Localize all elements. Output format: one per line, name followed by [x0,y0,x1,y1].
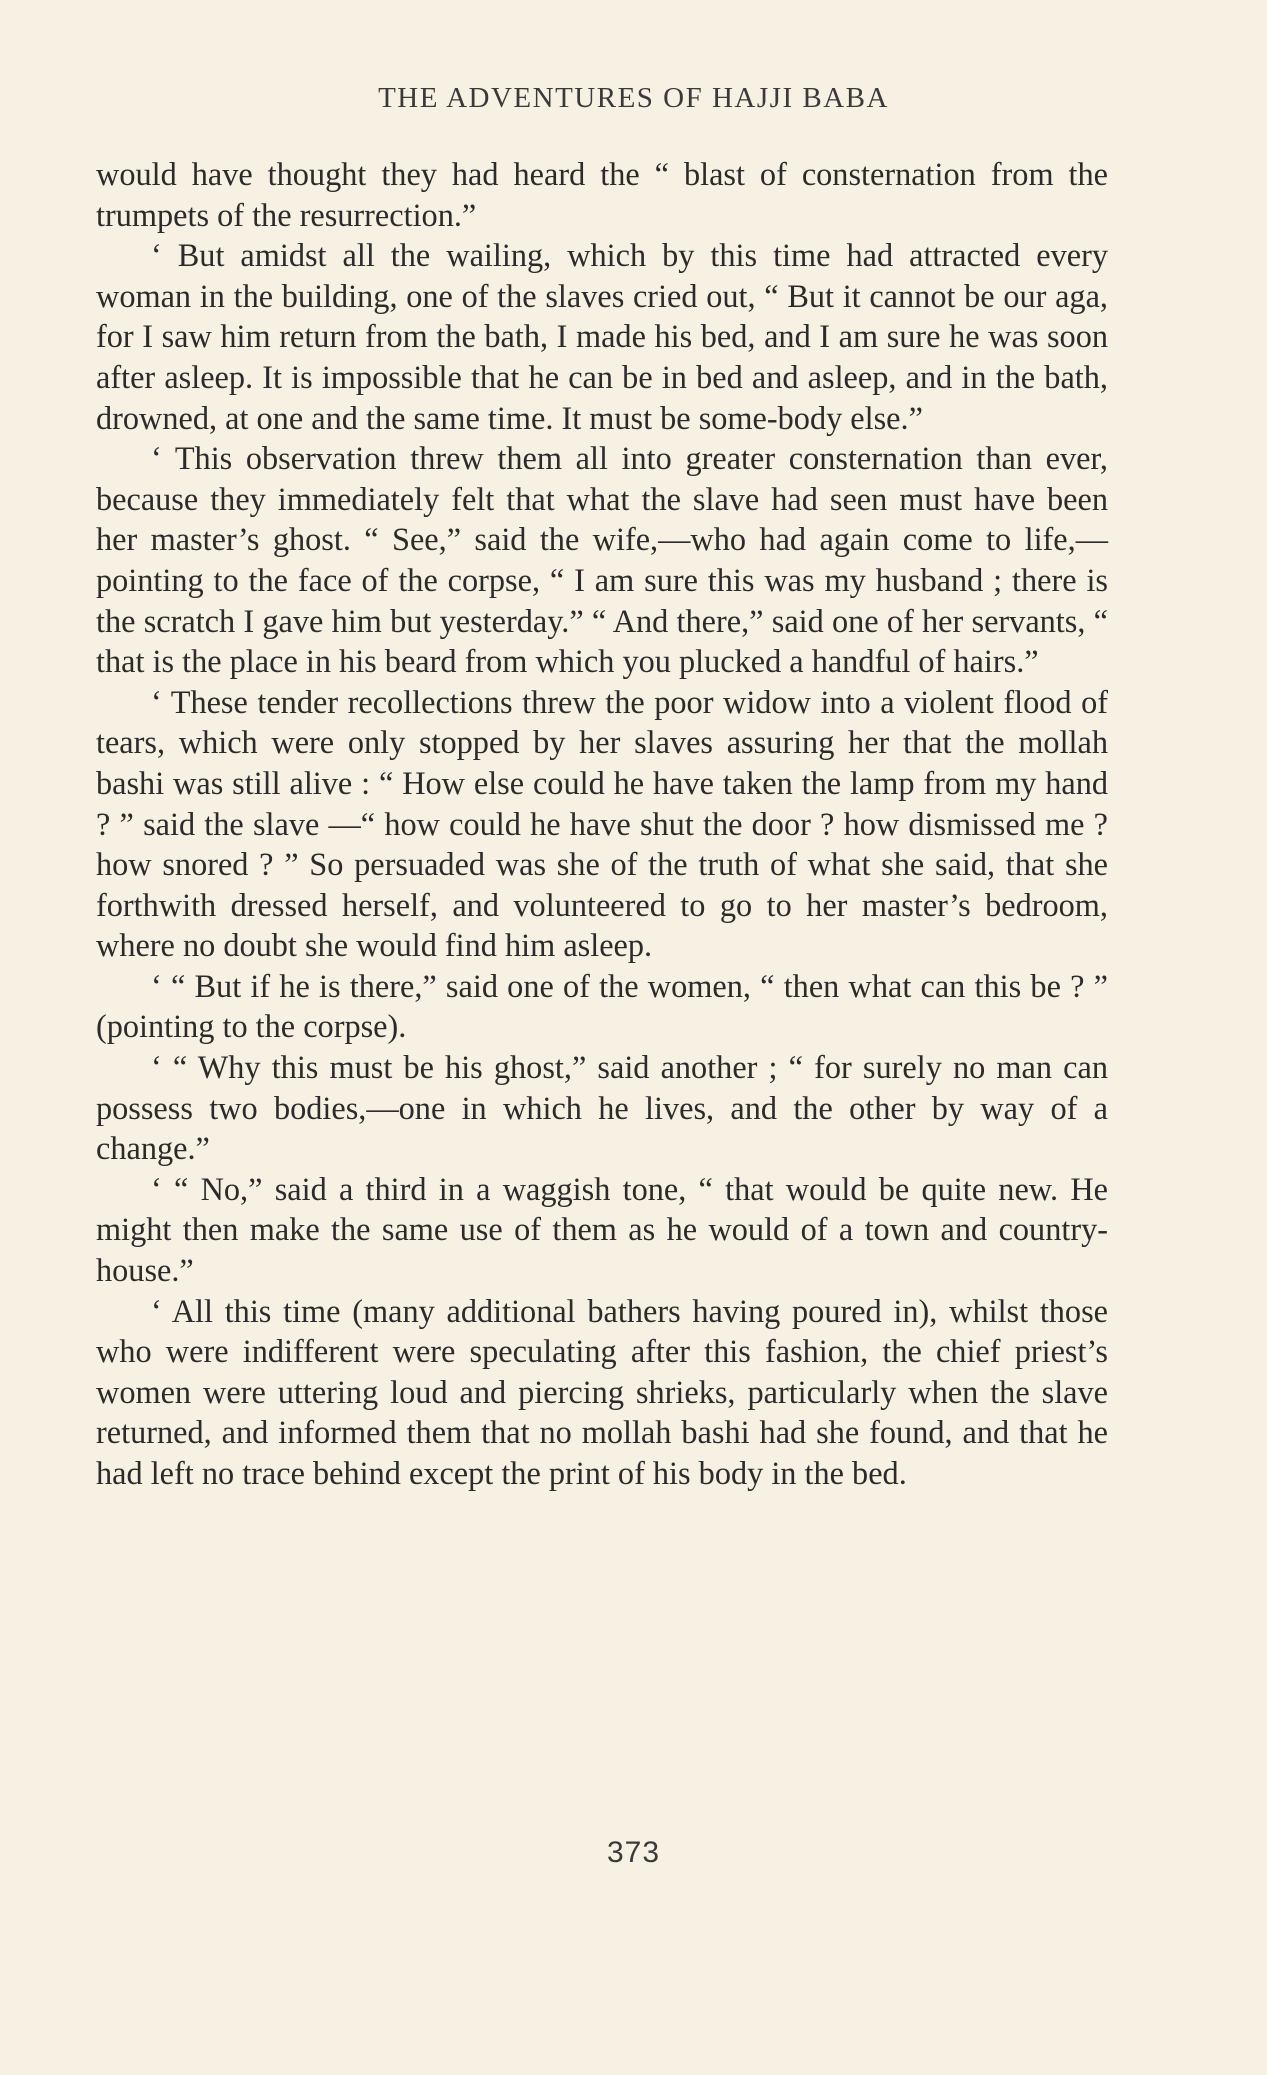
body-text [96,154,1108,1494]
paragraph: ‘ This observation threw them all into greater consternation than ever, because they immediately felt that what the slave had seen must have been her master’s ghost. “ See,” said the wife,—who had again come to life,—pointing to the face of the corpse, “ I am sure this was my husband ; there is the scratch I gave him but yesterday.” “ And there,” said one of her servants, “ that is the place in his beard from which you plucked a handful of hairs.” [96,440,1108,680]
page-number: 373 [606,1836,661,1869]
paragraph: ‘ “ No,” said a third in a waggish tone, “ that would be quite new. He might then make the same use of them as he would of a town and country-house.” [96,1170,1108,1289]
paragraph: ‘ “ Why this must be his ghost,” said another ; “ for surely no man can possess two bodies,—one in which he lives, and the other by way of a change.” [96,1049,1108,1167]
paragraph-continuation: would have thought they had heard the “ blast of consternation from the trumpets of the resurrection.” [96,156,1108,233]
running-head: THE ADVENTURES OF HAJJI BABA [378,82,889,114]
paragraph: ‘ “ But if he is there,” said one of the women, “ then what can this be ? ” (pointing to the corpse). [96,967,1108,1045]
paragraph: ‘ These tender recollections threw the poor widow into a violent flood of tears, which were only stopped by her slaves assuring her that the mollah bashi was still alive : “ How else could he have taken the lamp from my hand ? ” said the slave —“ how could he have shut the door ? how dismissed me ? how snored ? ” So persuaded was she of the truth of what she said, that she forthwith dressed herself, and volunteered to go to her master’s bedroom, where no doubt she would find him asleep. [96,683,1108,964]
paragraph: ‘ But amidst all the wailing, which by this time had attracted every woman in the building, one of the slaves cried out, “ But it cannot be our aga, for I saw him return from the bath, I made his bed, and I am sure he was soon after asleep. It is impossible that he can be in bed and asleep, and in the bath, drowned, at one and the same time. It must be some-body else.” [96,237,1108,436]
paragraph: ‘ All this time (many additional bathers having poured in), whilst those who were indifferent were speculating after this fashion, the chief priest’s women were uttering loud and piercing shrieks, particularly when the slave returned, and informed them that no mollah bashi had she found, and that he had left no trace behind except the print of his body in the bed. [96,1292,1108,1491]
